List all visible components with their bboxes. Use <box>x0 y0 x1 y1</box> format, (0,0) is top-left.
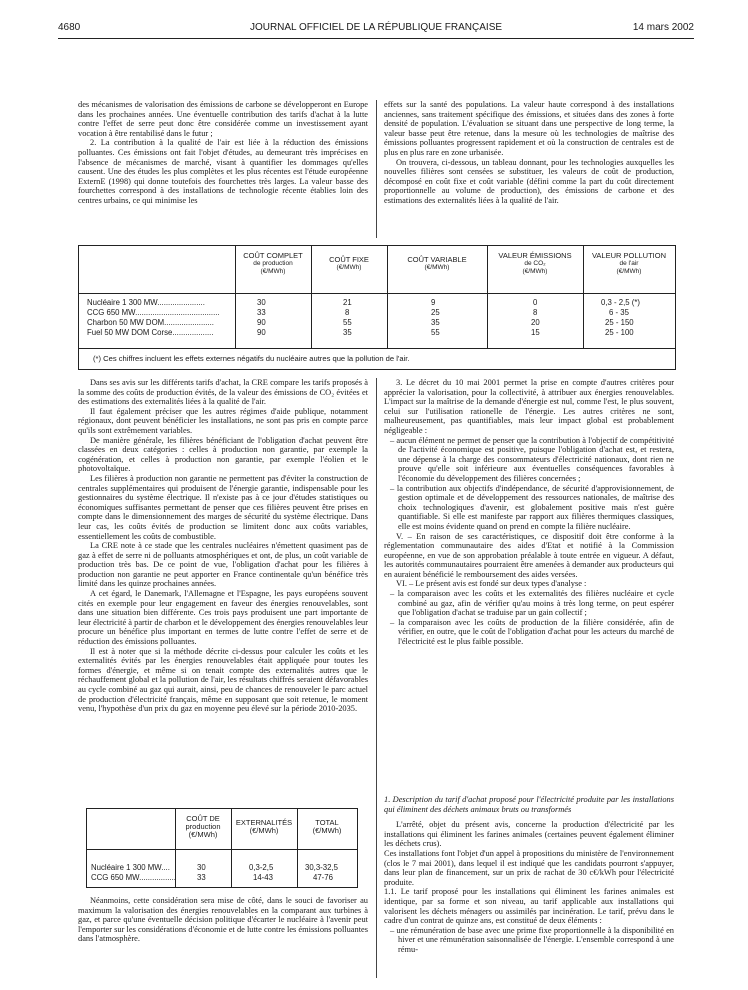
paragraph: L'arrêté, objet du présent avis, concerne la production d'électricité par les installations qui éliminent les farines animales (certaines peuvent également éliminer les déchets crus). <box>384 820 674 849</box>
cost-comparison-table <box>78 245 676 370</box>
page-header <box>58 22 694 38</box>
page-number: 4680 <box>58 22 81 33</box>
paragraph: Il faut également préciser que les autres régimes d'aide publique, notamment régionaux, dont peuvent bénéficier les installations, ne sont pas pris en compte parce qu'ils sont extrêmement variables. <box>78 406 368 435</box>
paragraph: La CRE note à ce stade que les centrales nucléaires n'émettent quasiment pas de gaz à effet de serre ni de polluants atmosphériques et ont, de plus, un coût variable de production très bas. De ce point de vue, l'obligation d'achat pour les filières à production non garantie ne peut apporter en France continentale qu'un bénéfice très limité dans les quinze prochaines années. <box>78 541 368 589</box>
list-item: – la contribution aux objectifs d'indépendance, de sécurité d'approvisionnement, de gestion optimale et de développement des ressources nationales, de maîtrise des choix technologiques d'avenir, est globalement positive mais n'est guère quantifiable. Si elle est manifeste par rapport aux filières thermiques classiques, elle est moins évidente quand on prend en compte la filière nucléaire. <box>390 483 674 531</box>
table-row: Charbon 50 MW DOM....................... 90 55 35 20 25 - 150 <box>87 318 634 327</box>
column-left-end <box>78 896 368 944</box>
table-footnote: (*) Ces chiffres incluent les effets externes négatifs du nucléaire autres que la pollution de l'air. <box>79 348 675 369</box>
nuclear-ccg-table <box>86 808 358 888</box>
column-left-bottom <box>78 378 368 714</box>
paragraph: V. – En raison de ses caractéristiques, ce dispositif doit être conforme à la réglementation communautaire des aides d'Etat et notifié à la Commission européenne, en vue de son approbation préalable à toute entrée en vigueur. A défaut, les autorités communautaires pourraient être amenées à demander aux producteurs qui en auraient bénéficié le remboursement des aides versées. <box>384 531 674 579</box>
section-1 <box>384 795 674 955</box>
list-item: – la comparaison avec les coûts et les externalités des filières nucléaire et cycle combiné au gaz, afin de vérifier qu'au moins à très long terme, on peut espérer que l'obligation d'achat se traduise par un gain collectif ; <box>390 589 674 618</box>
column-header: TOTAL (€/MWh) <box>312 818 342 835</box>
paragraph: VI. – Le présent avis est fondé sur deux types d'analyse : <box>396 579 587 589</box>
table-row: Fuel 50 MW DOM Corse................... 90 35 55 15 25 - 100 <box>87 328 634 337</box>
column-header: VALEUR ÉMISSIONS de CO₂ (€/MWh) <box>498 251 572 275</box>
table-row: Nucléaire 1 300 MW.... 30 0,3-2,5 30,3-32,5 <box>91 863 338 872</box>
list-item: – aucun élément ne permet de penser que la contribution à l'objectif de compétitivité de l'activité économique est positive, puisque l'obligation d'achat est, et restera, une dépense à la charge des consommateurs d'électricité nationaux, dont rien ne prouve qu'elle soit inférieure aux éventuelles conséquences favorables à l'économie du développement des filières concernées ; <box>390 435 674 483</box>
paragraph: Néanmoins, cette considération sera mise de côté, dans le souci de favoriser au maximum la valorisation des énergies renouvelables en la comparant aux turbines à gaz, et parce qu'une éventuelle décision politique d'écarter le nucléaire à l'avenir peut l'emporter sur les considérations d'économie et de lutte contre les émissions polluantes dans l'atmosphère. <box>78 896 368 944</box>
paragraph: Il est à noter que si la méthode décrite ci-dessus pour calculer les coûts et les externalités évités par les énergies renouvelables était appliquée pour toutes les formes d'énergie, et même si on tenait compte des externalités autres que le réchauffement global et la pollution de l'air, les résultats chiffrés seraient défavorables au cycle combiné au gaz qui aurait, ainsi, peu de chances de renouveler le parc actuel de production d'électricité français, même en supposant que soit retenue, le moment venu, l'hypothèse d'un prix du gaz en moyenne peu élevé sur la période 2010-2035. <box>78 646 368 714</box>
column-header: COÛT VARIABLE (€/MWh) <box>407 255 467 271</box>
paragraph: Les filières à production non garantie ne permettent pas d'éviter la construction de centrales supplémentaires qui produisent de l'énergie garantie, indispensable pour les gestionnaires du système électrique. Il n'existe pas à ce jour d'études statistiques ou économiques suffisantes permettant de penser que ces filières peuvent être prises en compte dans le dimensionnement des marges de sécurité du système électrique. Dans leur cas, les coûts évités de production se limitent donc aux coûts variables, essentiellement les coûts de combustible. <box>78 473 368 541</box>
section-heading: 1. Description du tarif d'achat proposé pour l'électricité produite par les installations qui éliminent des déchets animaux bruts ou transformés <box>384 795 674 814</box>
paragraph: des mécanismes de valorisation des émissions de carbone se développeront en Europe dans les prochaines années. Une éventuelle contribution des tarifs d'achat à la lutte contre l'effet de serre peut donc être considérée comme un investissement ayant vocation à être rentabilisé dans le futur ; <box>78 100 368 138</box>
paragraph: 1.1. Le tarif proposé pour les installations qui éliminent les farines animales est identique, par sa forme et son niveau, au tarif applicable aux installations qui valorisent les déchets ménagers ou assimilés par incinération. Le tarif, prévu dans le cadre d'un contrat de quinze ans, est constitué de deux éléments : <box>384 887 674 926</box>
table-header <box>79 246 675 294</box>
column-header: VALEUR POLLUTION de l'air (€/MWh) <box>591 251 667 275</box>
column-right-top <box>384 100 674 206</box>
paragraph: effets sur la santé des populations. La valeur haute correspond à des installations anciennes, sans traitement spécifique des émissions, et situées dans des zones à forte densité de population. L'évaluation se situant dans une perspective de long terme, la valeur basse peut être retenue, dans la mesure où les technologies de maîtrise des émissions polluantes progressent rapidement et où la construction de centrales est de plus en plus rare en zone urbanisée. <box>384 100 674 157</box>
column-left-top <box>78 100 368 206</box>
list-item: – la comparaison avec les coûts de production de la filière considérée, afin de vérifier, en outre, que le coût de l'obligation d'achat pour les acteurs du marché de l'électricité est le plus faible possible. <box>390 617 674 647</box>
column-right-bottom <box>384 378 674 647</box>
column-divider-top <box>376 100 377 238</box>
paragraph: A cet égard, le Danemark, l'Allemagne et l'Espagne, les pays européens souvent cités en exemple pour leur engagement en faveur des énergies renouvelables, sont dans une situation bien différente. Ces trois pays produisent une part importante de leur électricité à partir de charbon et le développement des énergies renouvelables leur procure un bénéfice plus important en termes de lutte contre l'effet de serre et de réduction des émissions polluantes. <box>78 589 368 647</box>
header-rule <box>58 38 694 39</box>
column-header: EXTERNALITÉS (€/MWh) <box>235 818 293 835</box>
table-header <box>87 809 357 850</box>
table-row: CCG 650 MW....................................... 33 8 25 8 6 - 35 <box>87 308 629 317</box>
paragraph: 3. Le décret du 10 mai 2001 permet la prise en compte d'autres critères pour apprécier la valorisation, pour la collectivité, à attribuer aux énergies renouvelables. L'impact sur la maîtrise de la demande d'énergie est nul, comme l'est, le plus souvent, celui sur l'utilisation rationelle de l'énergie. Les autres critères ne sont, malheureusement, pas quantifiables, mais leur impact global est probablement négligeable : <box>384 378 674 435</box>
publication-date: 14 mars 2002 <box>632 22 694 33</box>
column-header: COÛT DE production (€/MWh) <box>185 814 221 839</box>
paragraph: Ces installations font l'objet d'un appel à propositions du ministère de l'environnement (clos le 7 mai 2001), dans lequel il est indiqué que les candidats pourront s'appuyer, dans leur plan de financement, sur un prix de rachat de 30 c€/kWh pour l'électricité produite. <box>384 848 674 887</box>
list-item: – une rémunération de base avec une prime fixe proportionnelle à la disponibilité en hiver et une rémunération saisonnalisée de l'énergie. L'ensemble correspond à une rému- <box>390 925 674 954</box>
paragraph: On trouvera, ci-dessous, un tableau donnant, pour les technologies auxquelles les nouvelles filières sont censées se substituer, les valeurs de coût de production, décomposé en coût fixe et coût variable (défini comme la part du coût directement proportionnelle au volume de production), des émissions de carbone et des estimations des externalités liées à la qualité de l'air. <box>384 157 674 205</box>
paragraph: 2. La contribution à la qualité de l'air est liée à la réduction des émissions polluantes. Ces émissions ont fait l'objet d'études, au demeurant très imprécises en l'absence de mécanismes de marché, visant à quantifier les dommages qu'elles causent. Une des études les plus complètes et les plus récentes est l'étude européenne ExternE (1998) qui donne toutefois des fourchettes très larges. La valeur basse des fourchettes correspond à des installations de technologie récente établies loin des centres urbains, ce qui minimise les <box>78 138 368 205</box>
column-header: COÛT COMPLET de production (€/MWh) <box>243 251 303 275</box>
table-row: Nucléaire 1 300 MW...................... 30 21 9 0 0,3 - 2,5 (*) <box>87 298 640 307</box>
paragraph: Dans ses avis sur les différents tarifs d'achat, la CRE compare les tarifs proposés à la somme des coûts de production évités, de la valeur des émissions de CO₂ évitées et des estimations des externalités liées à la qualité de l'air. <box>78 378 368 407</box>
column-divider-bottom <box>376 378 377 978</box>
journal-title: JOURNAL OFFICIEL DE LA RÉPUBLIQUE FRANÇAISE <box>249 22 503 33</box>
table-row: CCG 650 MW................. 33 14-43 47-76 <box>91 873 333 882</box>
column-header: COÛT FIXE (€/MWh) <box>329 255 369 271</box>
paragraph: De manière générale, les filières bénéficiant de l'obligation d'achat peuvent être classées en deux catégories : celles à production non garantie, par exemple la cogénération, et celles à production non garantie, par exemple l'éolien et le photovoltaïque. <box>78 435 368 474</box>
